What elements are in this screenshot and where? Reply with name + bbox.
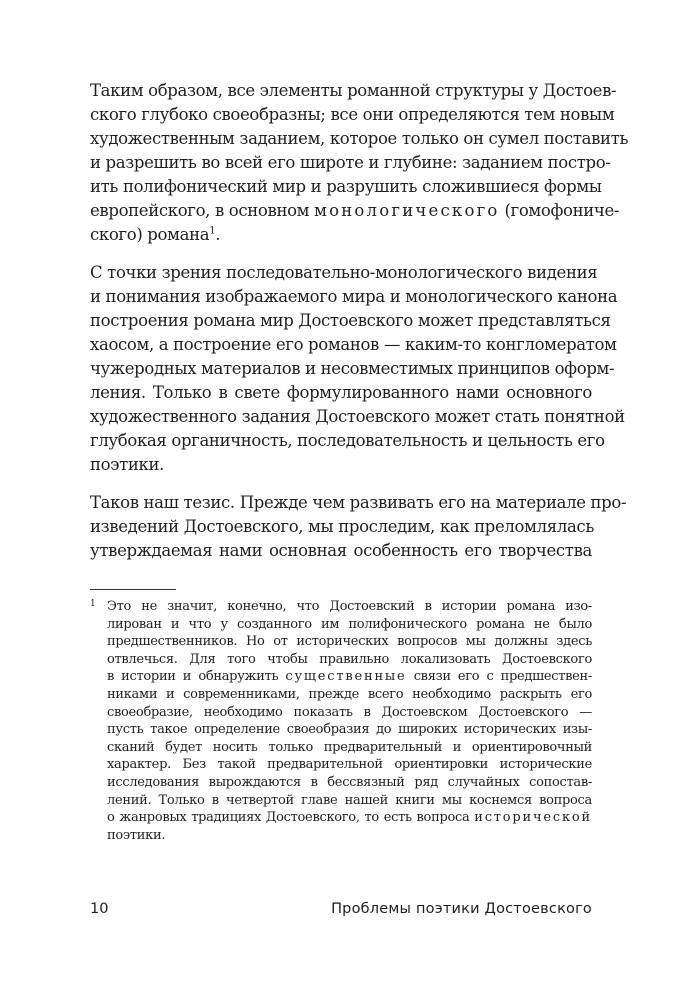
- text-line: и понимания изображаемого мира и монологического канона: [90, 287, 618, 306]
- text-line: хаосом, а построение его романов — каким-то конгломератом: [90, 335, 617, 354]
- main-text: [90, 79, 629, 563]
- running-title: Проблемы поэтики Достоевского: [331, 901, 592, 917]
- text-line: утверждаемая нами основная особенность его творчества: [90, 541, 592, 560]
- footnote-line: поэтики.: [107, 827, 166, 843]
- emphasized-word: исторической: [474, 810, 592, 826]
- text-fragment: о жанровых традициях Достоевского, то есть вопроса: [107, 810, 475, 826]
- page-number: 10: [90, 901, 109, 917]
- footnote-line: отвлечься. Для того чтобы правильно локализовать Достоевского: [107, 651, 592, 667]
- paragraph: [90, 79, 629, 247]
- footnote-line: [107, 809, 592, 827]
- footnote-text: [107, 598, 592, 844]
- footnote-line: предшественников. Но от исторических вопросов мы должны здесь: [107, 634, 592, 650]
- paragraph: [90, 261, 625, 477]
- footnote-reference[interactable]: 1: [209, 225, 216, 237]
- text-line: художественным заданием, которое только он сумел поставить: [90, 129, 629, 148]
- text-fragment: .: [215, 225, 221, 244]
- footnote-divider: [90, 589, 176, 590]
- text-fragment: (гомофониче-: [499, 201, 620, 220]
- footnote-line: своеобразие, необходимо показать в Достоевском Достоевского —: [107, 704, 592, 720]
- text-line: ского глубоко своеобразны; все они определяются тем новым: [90, 105, 615, 124]
- footnote-line: никами и современниками, прежде всего необходимо раскрыть его: [107, 686, 592, 702]
- footnote-line: лирован и что у созданного им полифонического романа не было: [107, 616, 592, 632]
- text-line: поэтики.: [90, 455, 165, 474]
- text-line: Таким образом, все элементы романной структуры у Достоев-: [90, 81, 617, 100]
- text-fragment: связи его с предшествен-: [406, 669, 592, 685]
- text-line: и разрешить во всей его широте и глубине: заданием постро-: [90, 153, 611, 172]
- text-line: ить полифонический мир и разрушить сложившиеся формы: [90, 177, 602, 196]
- footnote-line: характер. Без такой предварительной ориентировки исторические: [107, 757, 592, 773]
- paragraph: [90, 491, 627, 563]
- footnote-line: исследования вырождаются в бессвязный ряд случайных сопостав-: [107, 774, 592, 790]
- emphasized-word: существенные: [285, 669, 407, 685]
- text-line: Таков наш тезис. Прежде чем развивать его на материале про-: [90, 493, 627, 512]
- text-line: ления. Только в свете формулированного нами основного: [90, 383, 592, 402]
- text-fragment: ского) романа: [90, 225, 210, 244]
- footnote-line: сканий будет носить только предварительный и ориентировочный: [107, 739, 592, 755]
- footnote-line: [107, 668, 592, 686]
- text-line: [90, 223, 592, 247]
- text-fragment: в истории и обнаружить: [107, 669, 286, 685]
- footnote: [90, 598, 592, 844]
- footnote-line: лений. Только в четвертой главе нашей книги мы коснемся вопроса: [107, 792, 592, 808]
- text-line: чужеродных материалов и несовместимых принципов оформ-: [90, 359, 615, 378]
- text-fragment: европейского, в основном: [90, 201, 315, 220]
- text-line: глубокая органичность, последовательность и цельность его: [90, 431, 605, 450]
- text-line: [90, 199, 620, 223]
- footnote-number: 1: [90, 599, 96, 609]
- page-footer: [90, 901, 592, 923]
- text-line: С точки зрения последовательно-монологического видения: [90, 263, 598, 282]
- text-line: художественного задания Достоевского может стать понятной: [90, 407, 625, 426]
- footnote-line: пусть такое определение своеобразия до широких исторических изы-: [107, 722, 592, 738]
- footnote-line: Это не значит, конечно, что Достоевский в истории романа изо-: [107, 599, 592, 614]
- emphasized-word: монологического: [314, 201, 500, 220]
- text-line: построения романа мир Достоевского может представляться: [90, 311, 611, 330]
- text-line: изведений Достоевского, мы проследим, как преломлялась: [90, 517, 594, 536]
